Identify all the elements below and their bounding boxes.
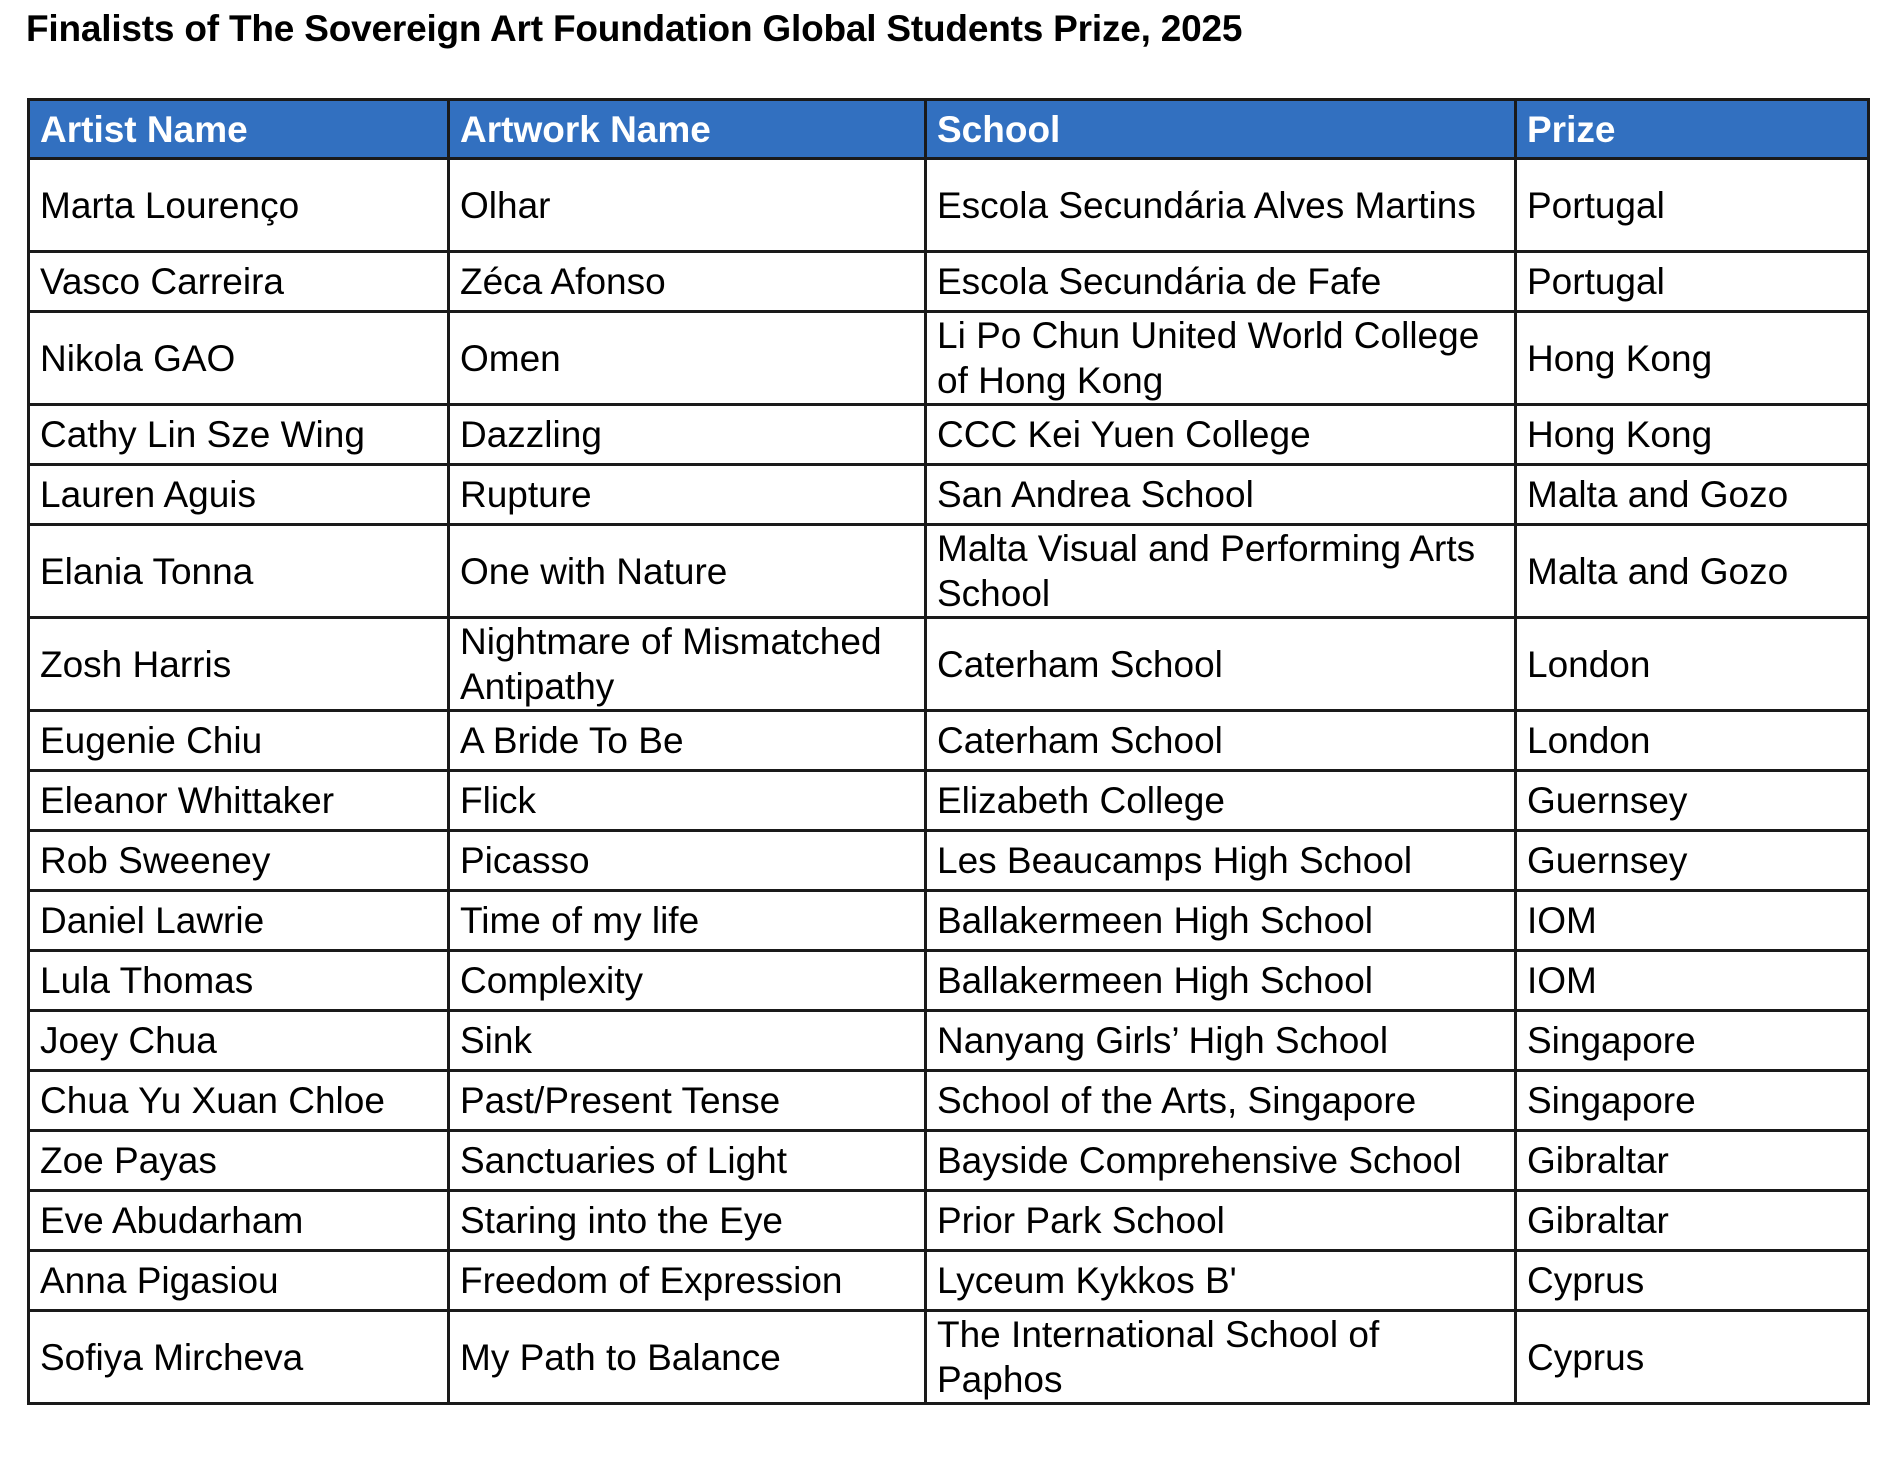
- school-cell: Ballakermeen High School: [926, 951, 1516, 1011]
- artwork-name-cell: One with Nature: [449, 525, 926, 618]
- prize-cell: IOM: [1516, 951, 1869, 1011]
- table-row: [29, 771, 1869, 831]
- artwork-name-cell: Picasso: [449, 831, 926, 891]
- artist-name-cell: Joey Chua: [29, 1011, 449, 1071]
- school-cell: Bayside Comprehensive School: [926, 1131, 1516, 1191]
- table-header-row: [29, 100, 1869, 159]
- school-cell: Escola Secundária Alves Martins: [926, 159, 1516, 252]
- artist-name-cell: Sofiya Mircheva: [29, 1311, 449, 1404]
- header-prize: Prize: [1516, 100, 1869, 159]
- prize-cell: London: [1516, 711, 1869, 771]
- table-row: [29, 831, 1869, 891]
- header-artwork-name: Artwork Name: [449, 100, 926, 159]
- artist-name-cell: Cathy Lin Sze Wing: [29, 405, 449, 465]
- artist-name-cell: Nikola GAO: [29, 312, 449, 405]
- school-cell: Lyceum Kykkos B': [926, 1251, 1516, 1311]
- artist-name-cell: Zoe Payas: [29, 1131, 449, 1191]
- prize-cell: Malta and Gozo: [1516, 465, 1869, 525]
- table-row: [29, 1251, 1869, 1311]
- document-title: Finalists of The Sovereign Art Foundation Global Students Prize, 2025: [26, 8, 1243, 49]
- header-school: School: [926, 100, 1516, 159]
- school-cell: Ballakermeen High School: [926, 891, 1516, 951]
- artist-name-cell: Marta Lourenço: [29, 159, 449, 252]
- table-row: [29, 1071, 1869, 1131]
- finalists-table: [27, 98, 1870, 1405]
- school-cell: Elizabeth College: [926, 771, 1516, 831]
- school-cell: CCC Kei Yuen College: [926, 405, 1516, 465]
- table-row: [29, 159, 1869, 252]
- prize-cell: Singapore: [1516, 1071, 1869, 1131]
- artist-name-cell: Rob Sweeney: [29, 831, 449, 891]
- header-artist-name: Artist Name: [29, 100, 449, 159]
- artwork-name-cell: Rupture: [449, 465, 926, 525]
- prize-cell: Malta and Gozo: [1516, 525, 1869, 618]
- artwork-name-cell: Sanctuaries of Light: [449, 1131, 926, 1191]
- school-cell: Caterham School: [926, 711, 1516, 771]
- table-row: [29, 1311, 1869, 1404]
- artwork-name-cell: A Bride To Be: [449, 711, 926, 771]
- artwork-name-cell: Freedom of Expression: [449, 1251, 926, 1311]
- prize-cell: Guernsey: [1516, 831, 1869, 891]
- artist-name-cell: Vasco Carreira: [29, 252, 449, 312]
- prize-cell: Hong Kong: [1516, 405, 1869, 465]
- table-row: [29, 405, 1869, 465]
- artwork-name-cell: Sink: [449, 1011, 926, 1071]
- table-row: [29, 618, 1869, 711]
- prize-cell: London: [1516, 618, 1869, 711]
- artist-name-cell: Eve Abudarham: [29, 1191, 449, 1251]
- table-row: [29, 891, 1869, 951]
- prize-cell: Portugal: [1516, 252, 1869, 312]
- school-cell: Les Beaucamps High School: [926, 831, 1516, 891]
- artist-name-cell: Anna Pigasiou: [29, 1251, 449, 1311]
- prize-cell: Singapore: [1516, 1011, 1869, 1071]
- artist-name-cell: Zosh Harris: [29, 618, 449, 711]
- table-row: [29, 312, 1869, 405]
- artwork-name-cell: Nightmare of Mismatched Antipathy: [449, 618, 926, 711]
- prize-cell: Portugal: [1516, 159, 1869, 252]
- prize-cell: Cyprus: [1516, 1251, 1869, 1311]
- artist-name-cell: Eugenie Chiu: [29, 711, 449, 771]
- artist-name-cell: Chua Yu Xuan Chloe: [29, 1071, 449, 1131]
- school-cell: Escola Secundária de Fafe: [926, 252, 1516, 312]
- table-row: [29, 252, 1869, 312]
- artist-name-cell: Elania Tonna: [29, 525, 449, 618]
- artist-name-cell: Eleanor Whittaker: [29, 771, 449, 831]
- artist-name-cell: Lauren Aguis: [29, 465, 449, 525]
- table-row: [29, 1011, 1869, 1071]
- prize-cell: Gibraltar: [1516, 1191, 1869, 1251]
- table-row: [29, 711, 1869, 771]
- table-row: [29, 525, 1869, 618]
- table-row: [29, 465, 1869, 525]
- artwork-name-cell: Past/Present Tense: [449, 1071, 926, 1131]
- artwork-name-cell: Olhar: [449, 159, 926, 252]
- artwork-name-cell: My Path to Balance: [449, 1311, 926, 1404]
- prize-cell: Gibraltar: [1516, 1131, 1869, 1191]
- table-row: [29, 951, 1869, 1011]
- artwork-name-cell: Zéca Afonso: [449, 252, 926, 312]
- table-row: [29, 1131, 1869, 1191]
- prize-cell: Guernsey: [1516, 771, 1869, 831]
- school-cell: Nanyang Girls’ High School: [926, 1011, 1516, 1071]
- artwork-name-cell: Omen: [449, 312, 926, 405]
- artwork-name-cell: Time of my life: [449, 891, 926, 951]
- prize-cell: Cyprus: [1516, 1311, 1869, 1404]
- artist-name-cell: Lula Thomas: [29, 951, 449, 1011]
- prize-cell: Hong Kong: [1516, 312, 1869, 405]
- artist-name-cell: Daniel Lawrie: [29, 891, 449, 951]
- artwork-name-cell: Dazzling: [449, 405, 926, 465]
- school-cell: Caterham School: [926, 618, 1516, 711]
- artwork-name-cell: Staring into the Eye: [449, 1191, 926, 1251]
- artwork-name-cell: Complexity: [449, 951, 926, 1011]
- school-cell: Malta Visual and Performing Arts School: [926, 525, 1516, 618]
- artwork-name-cell: Flick: [449, 771, 926, 831]
- school-cell: The International School of Paphos: [926, 1311, 1516, 1404]
- school-cell: School of the Arts, Singapore: [926, 1071, 1516, 1131]
- table-row: [29, 1191, 1869, 1251]
- school-cell: Prior Park School: [926, 1191, 1516, 1251]
- school-cell: Li Po Chun United World College of Hong Kong: [926, 312, 1516, 405]
- prize-cell: IOM: [1516, 891, 1869, 951]
- school-cell: San Andrea School: [926, 465, 1516, 525]
